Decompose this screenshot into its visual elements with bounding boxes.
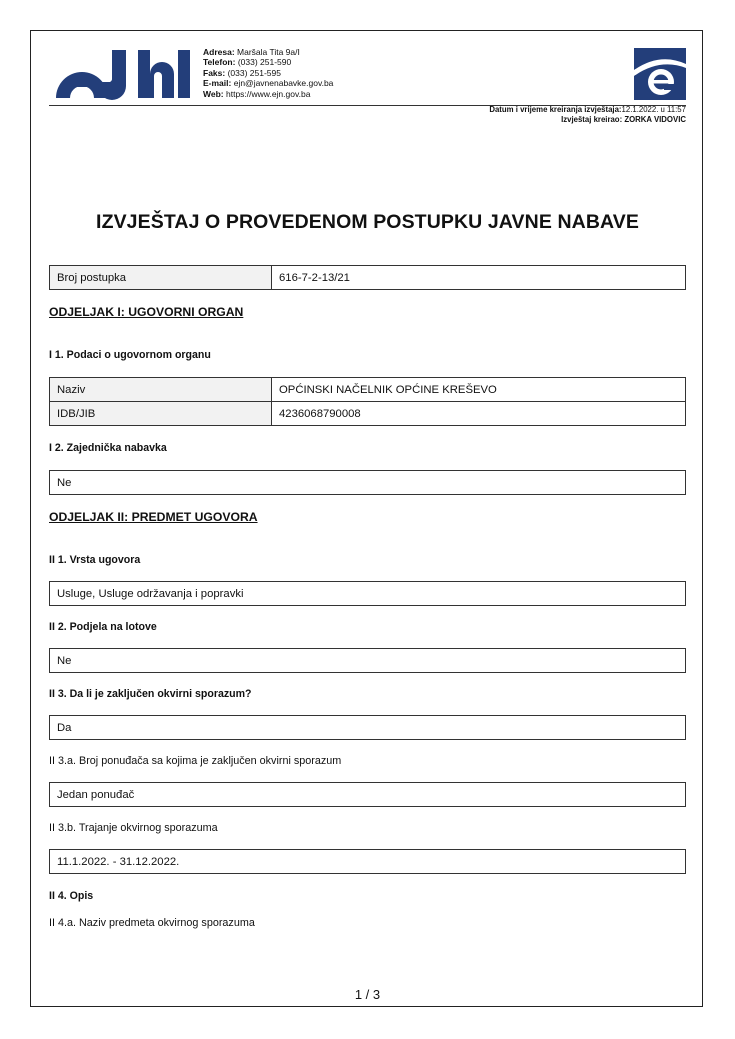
procedure-table	[49, 265, 686, 290]
joint-procurement-box	[49, 470, 686, 495]
organ-id-label: IDB/JIB	[50, 402, 272, 426]
contract-type-box	[49, 581, 686, 606]
bidders-count-value: Jedan ponuđač	[50, 783, 686, 807]
description-label: II 4. Opis	[49, 890, 94, 902]
contact-email: E-mail: ejn@javnenabavke.gov.ba	[203, 78, 334, 89]
page-title: IZVJEŠTAJ O PROVEDENOM POSTUPKU JAVNE NABAVE	[96, 211, 639, 233]
organ-id-value: 4236068790008	[272, 402, 686, 426]
bidders-count-label: II 3.a. Broj ponuđača sa kojima je zaključen okvirni sporazum	[49, 755, 342, 767]
organ-name-label: Naziv	[50, 378, 272, 402]
ejn-logo	[54, 48, 192, 100]
contact-address: Adresa: Maršala Tita 9a/I	[203, 47, 300, 57]
section-1-sub-1: I 1. Podaci o ugovornom organu	[49, 349, 211, 361]
framework-subject-label: II 4.a. Naziv predmeta okvirnog sporazuma	[49, 917, 255, 929]
framework-value: Da	[50, 716, 686, 740]
section-1-sub-2: I 2. Zajednička nabavka	[49, 442, 167, 454]
section-1-heading: ODJELJAK I: UGOVORNI ORGAN	[49, 305, 244, 319]
lots-box	[49, 648, 686, 673]
joint-procurement-value: Ne	[50, 471, 686, 495]
contact-web: Web: https://www.ejn.gov.ba	[203, 88, 311, 99]
table-row	[50, 378, 686, 402]
procedure-value: 616-7-2-13/21	[272, 266, 686, 290]
framework-duration-box	[49, 849, 686, 874]
report-meta: Datum i vrijeme kreiranja izvještaja:12.1.2022. u 11:57 Izvještaj kreirao: ZORKA VIDOVIC	[489, 105, 686, 124]
contact-block	[203, 47, 333, 99]
lots-label: II 2. Podjela na lotove	[49, 621, 157, 633]
contract-type-label: II 1. Vrsta ugovora	[49, 554, 141, 566]
framework-duration-value: 11.1.2022. - 31.12.2022.	[50, 850, 686, 874]
organ-table	[49, 377, 686, 426]
framework-duration-label: II 3.b. Trajanje okvirnog sporazuma	[49, 822, 218, 834]
organ-name-value: OPĆINSKI NAČELNIK OPĆINE KREŠEVO	[272, 378, 686, 402]
procedure-label: Broj postupka	[50, 266, 272, 290]
table-row	[50, 266, 686, 290]
framework-label: II 3. Da li je zaključen okvirni sporazum?	[49, 688, 252, 700]
page-number: 1 / 3	[354, 987, 381, 1002]
section-2-heading: ODJELJAK II: PREDMET UGOVORA	[49, 510, 258, 524]
contact-fax: Faks: (033) 251-595	[203, 67, 281, 78]
lots-value: Ne	[50, 649, 686, 673]
bidders-count-box	[49, 782, 686, 807]
table-row	[50, 402, 686, 426]
framework-box	[49, 715, 686, 740]
contact-phone: Telefon: (033) 251-590	[203, 57, 292, 68]
e-logo	[634, 48, 686, 100]
contract-type-value: Usluge, Usluge održavanja i popravki	[50, 582, 686, 606]
